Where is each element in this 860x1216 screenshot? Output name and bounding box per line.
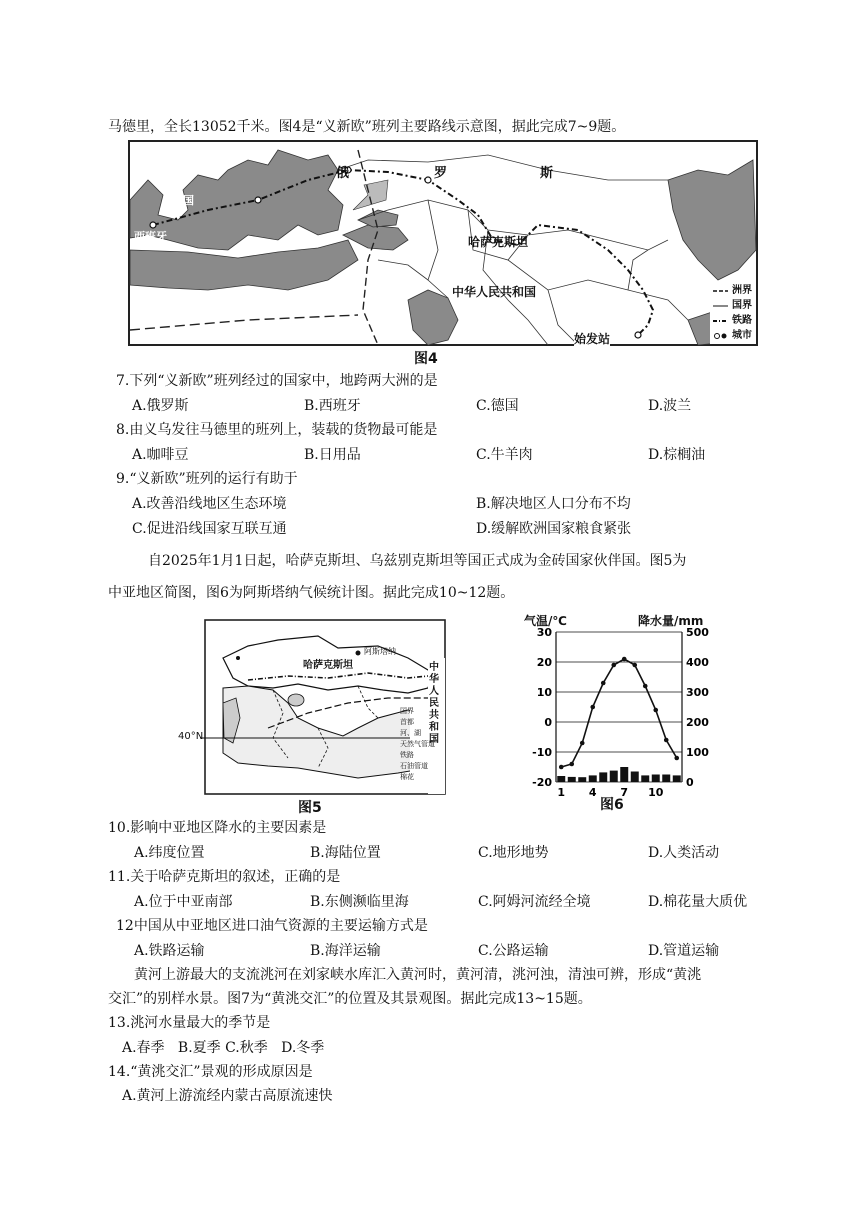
question-14-stem: 14.“黄洮交汇”景观的形成原因是 [108,1064,313,1080]
fig5-legend-capital: 首都 [400,718,414,726]
legend-city: 城市 [732,330,752,341]
legend-continental-boundary: 洲界 [732,285,752,296]
figure-4-map [128,140,758,346]
q8-option-b: B.日用品 [304,447,361,463]
chart-temp-tick-label: 0 [544,716,552,729]
chart-temperature-point [559,765,564,770]
q11-option-d: D.棉花量大质优 [648,894,748,910]
map-label-russia-3: 斯 [540,166,554,181]
q9-option-c: C.促进沿线国家互联互通 [132,521,287,537]
map-label-france: 法国 [172,194,194,207]
chart-temperature-point [622,657,627,662]
q7-option-b: B.西班牙 [304,398,361,414]
q11-option-b: B.东侧濒临里海 [310,894,409,910]
chart-precip-tick-label: 0 [686,776,694,789]
question-8-stem: 8.由义乌发往马德里的班列上，装载的货物最可能是 [116,422,438,438]
chart-precip-bar [652,775,660,783]
q10-option-d: D.人类活动 [648,845,720,861]
chart-temperature-point [664,738,669,743]
fig5-legend-border: 国界 [400,707,414,715]
chart-temperature-point [653,708,658,713]
chart-precip-bar [610,771,618,782]
fig5-legend-river-lake: 河、湖 [400,729,421,737]
q8-option-d: D.棕榈油 [648,447,706,463]
chart-precip-bar [589,775,597,782]
fig5-legend-railway: 铁路 [400,751,414,759]
map-label-russia-1: 俄 [336,166,350,181]
q7-option-d: D.波兰 [648,398,692,414]
chart-temp-tick-label: 30 [536,626,552,639]
map-legend [732,283,752,343]
q14-option-a: A.黄河上游流经内蒙古高原流速快 [122,1088,333,1104]
chart-temperature-point [632,663,637,668]
fig5-latitude-label: 40°N [178,731,204,742]
chart-temperature-point [643,684,648,689]
chart-temp-tick-label: 10 [536,686,552,699]
q12-option-d: D.管道运输 [648,943,720,959]
q12-option-c: C.公路运输 [478,943,549,959]
fig6-temperature-axis-label: 气温/℃ [524,614,567,628]
map-label-russia-2: 罗 [434,166,448,181]
map-label-china: 中华人民共和国 [452,285,537,299]
chart-precip-bar [620,767,628,782]
question-9-stem: 9.“义新欧”班列的运行有助于 [116,471,298,487]
chart-precip-tick-label: 200 [686,716,709,729]
chart-precip-tick-label: 500 [686,626,709,639]
map-label-start-station: 始发站 [574,332,611,346]
question-10-stem: 10.影响中亚地区降水的主要因素是 [108,820,327,836]
fig5-label-china: 中华人民共和国 [429,662,439,745]
chart-precip-tick-label: 100 [686,746,709,759]
chart-temp-tick-label: 20 [536,656,552,669]
fig6-precipitation-axis-label: 降水量/mm [638,614,704,628]
q7-option-c: C.德国 [476,398,519,414]
q11-option-c: C.阿姆河流经全境 [478,894,591,910]
passage-2-line-1: 自2025年1月1日起，哈萨克斯坦、乌兹别克斯坦等国正式成为金砖国家伙伴国。图5为 [148,553,687,569]
chart-precip-bar [578,777,586,782]
figure-5-map [178,618,448,798]
q12-option-a: A.铁路运输 [134,943,205,959]
figure-5-caption: 图5 [298,800,322,816]
map-label-kazakhstan: 哈萨克斯坦 [468,235,529,249]
chart-temperature-line [561,659,677,767]
q9-option-d: D.缓解欧洲国家粮食紧张 [476,521,632,537]
chart-temp-tick-label: -10 [532,746,552,759]
chart-temperature-point [590,705,595,710]
passage-3-line-1: 黄河上游最大的支流洮河在刘家峡水库汇入黄河时，黄河清，洮河浊，清浊可辨，形成“黄洮 [134,967,702,983]
q13-options: A.春季 B.夏季 C.秋季 D.冬季 [122,1040,325,1056]
legend-railway: 铁路 [732,315,752,326]
fig5-legend [400,706,435,783]
question-13-stem: 13.洮河水量最大的季节是 [108,1015,271,1031]
figure-6-caption: 图6 [600,797,624,813]
fig5-label-astana: 阿斯塔纳 [364,647,396,656]
chart-precip-bar [599,772,607,782]
fig5-legend-oil-pipeline: 石油管道 [400,762,428,770]
q10-option-b: B.海陆位置 [310,845,381,861]
q11-option-a: A.位于中亚南部 [134,894,233,910]
chart-precip-tick-label: 400 [686,656,709,669]
q7-option-a: A.俄罗斯 [132,398,189,414]
chart-temperature-point [601,681,606,686]
map-label-spain: 西班牙 [134,230,167,243]
chart-temperature-point [611,663,616,668]
q12-option-b: B.海洋运输 [310,943,381,959]
chart-precip-bar [631,772,639,783]
chart-month-tick-label: 10 [648,786,664,799]
passage-2-line-2: 中亚地区简图，图6为阿斯塔纳气候统计图。据此完成10~12题。 [108,585,515,601]
intro-text: 马德里，全长13052千米。图4是“义新欧”班列主要路线示意图，据此完成7~9题。 [108,119,626,135]
figure-6-climate-chart [520,612,740,812]
legend-national-boundary: 国界 [732,300,752,311]
question-12-stem: 12中国从中亚地区进口油气资源的主要运输方式是 [116,918,428,934]
chart-month-tick-label: 1 [557,786,566,799]
chart-temp-tick-label: -20 [532,776,552,789]
passage-3-line-2: 交汇”的别样水景。图7为“黄洮交汇”的位置及其景观图。据此完成13~15题。 [108,991,592,1007]
q10-option-c: C.地形地势 [478,845,549,861]
q8-option-a: A.咖啡豆 [132,447,189,463]
question-7-stem: 7.下列“义新欧”班列经过的国家中，地跨两大洲的是 [116,373,438,389]
q10-option-a: A.纬度位置 [134,845,205,861]
chart-precip-bar [673,775,681,782]
chart-precip-tick-label: 300 [686,686,709,699]
chart-month-tick-label: 7 [620,786,629,799]
chart-month-tick-label: 4 [588,786,597,799]
figure-4-caption: 图4 [414,351,438,367]
question-11-stem: 11.关于哈萨克斯坦的叙述，正确的是 [108,869,341,885]
chart-precip-bar [662,775,670,783]
fig5-legend-gas-pipeline: 天然气管道 [400,740,435,748]
fig5-label-kazakhstan: 哈萨克斯坦 [303,660,353,671]
chart-precip-bar [557,776,565,782]
chart-temperature-point [569,762,574,767]
fig5-legend-cotton: 棉花 [400,773,414,781]
chart-temperature-point [674,756,679,761]
q9-option-b: B.解决地区人口分布不均 [476,496,631,512]
chart-temperature-point [580,741,585,746]
chart-precip-bar [641,775,649,782]
q9-option-a: A.改善沿线地区生态环境 [132,496,287,512]
chart-precip-bar [568,777,576,782]
q8-option-c: C.牛羊肉 [476,447,533,463]
